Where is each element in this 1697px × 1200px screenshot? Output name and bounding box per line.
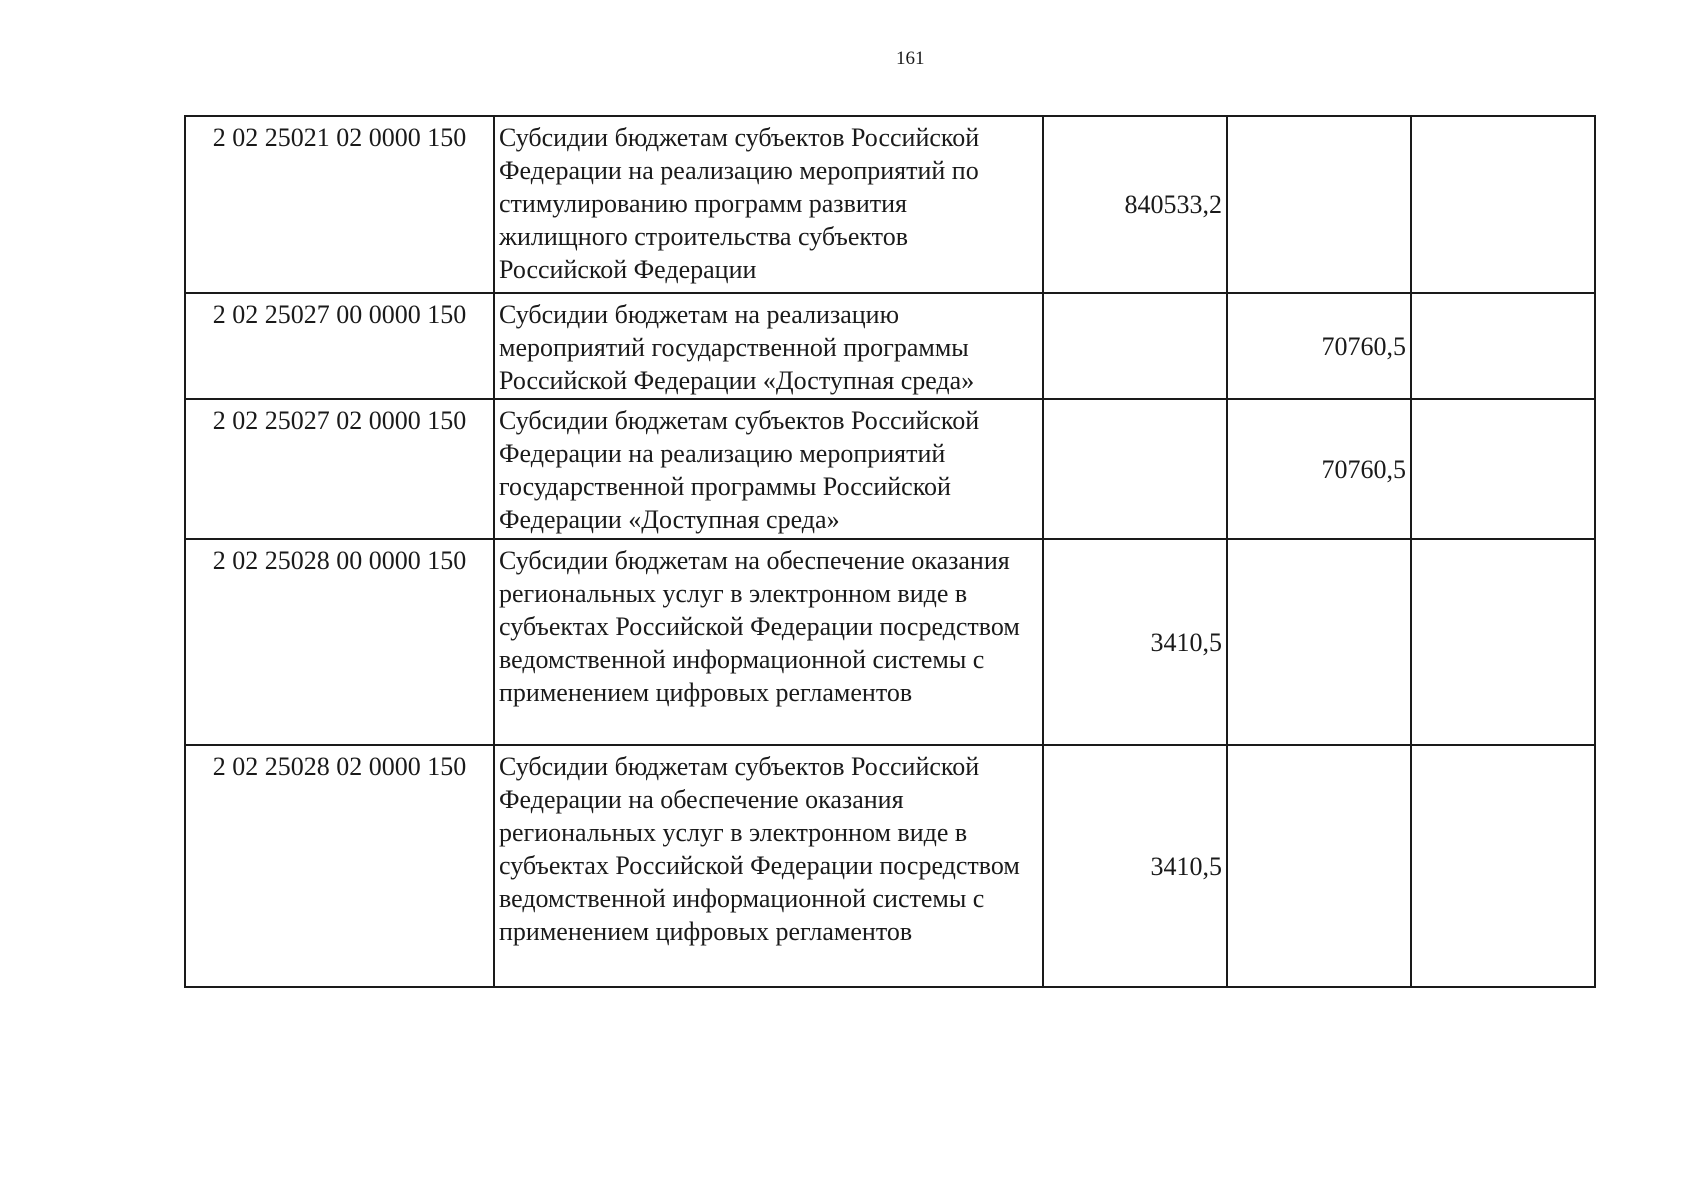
table-row: [185, 293, 1595, 399]
row-value-col3: 3410,5: [1043, 745, 1227, 987]
row-value-col5: [1411, 399, 1595, 539]
row-description: Субсидии бюджетам субъектов Российской Федерации на реализацию мероприятий по стимулированию программ развития жилищного строительства субъектов Российской Федерации: [494, 116, 1043, 293]
row-value-col5: [1411, 116, 1595, 293]
row-value-col4: [1227, 539, 1411, 745]
table-row: [185, 116, 1595, 293]
row-code: 2 02 25028 02 0000 150: [185, 745, 494, 987]
row-value-col4: [1227, 745, 1411, 987]
row-value-col3: 840533,2: [1043, 116, 1227, 293]
row-description: Субсидии бюджетам субъектов Российской Федерации на обеспечение оказания региональных услуг в электронном виде в субъектах Российской Федерации посредством ведомственной информационной системы с применением цифровых регламентов: [494, 745, 1043, 987]
budget-table: [184, 115, 1596, 988]
table-row: [185, 539, 1595, 745]
row-description: Субсидии бюджетам на реализацию мероприятий государственной программы Российской Федерации «Доступная среда»: [494, 293, 1043, 399]
row-value-col4: [1227, 116, 1411, 293]
row-value-col4: 70760,5: [1227, 399, 1411, 539]
page-number-text: 161: [896, 48, 925, 69]
row-value-col5: [1411, 293, 1595, 399]
row-value-col4: 70760,5: [1227, 293, 1411, 399]
row-code: 2 02 25027 02 0000 150: [185, 399, 494, 539]
row-code: 2 02 25021 02 0000 150: [185, 116, 494, 293]
row-value-col3: [1043, 293, 1227, 399]
row-description: Субсидии бюджетам на обеспечение оказания региональных услуг в электронном виде в субъектах Российской Федерации посредством ведомственной информационной системы с применением цифровых регламентов: [494, 539, 1043, 745]
row-value-col5: [1411, 539, 1595, 745]
row-value-col3: 3410,5: [1043, 539, 1227, 745]
row-code: 2 02 25028 00 0000 150: [185, 539, 494, 745]
row-code: 2 02 25027 00 0000 150: [185, 293, 494, 399]
row-value-col3: [1043, 399, 1227, 539]
table-row: [185, 745, 1595, 987]
row-value-col5: [1411, 745, 1595, 987]
row-description: Субсидии бюджетам субъектов Российской Федерации на реализацию мероприятий государственной программы Российской Федерации «Доступная среда»: [494, 399, 1043, 539]
table-row: [185, 399, 1595, 539]
